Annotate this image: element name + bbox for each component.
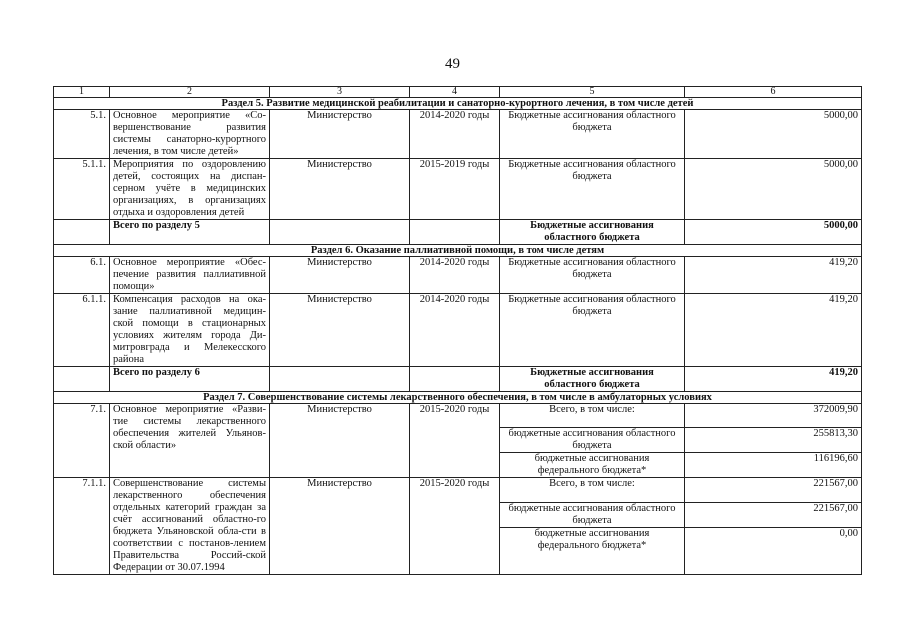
item-name: Основное мероприятие «Разви-тие системы лекарственного обеспечения жителей Ульянов-ской области» [110, 404, 270, 478]
item-funding-total-label: Всего, в том числе: [500, 404, 685, 428]
item-funding-source: Бюджетные ассигнования областного бюджета [500, 159, 685, 220]
section-total-row [54, 220, 862, 245]
item-amount: 419,20 [685, 294, 862, 367]
total-amount: 419,20 [685, 367, 862, 392]
section-6-header [54, 245, 862, 257]
section-7-header [54, 392, 862, 404]
column-number-row [54, 87, 862, 98]
item-amount-total: 221567,00 [685, 478, 862, 503]
item-number: 7.1. [54, 404, 110, 478]
item-funding-regional: бюджетные ассигнования областного бюджета [500, 503, 685, 528]
item-name: Мероприятия по оздоровлению детей, состоящих на диспан-серном учёте в медицинских организациях, в организациях отдыха и оздоровления детей [110, 159, 270, 220]
column-number: 6 [685, 87, 862, 98]
table-row [54, 404, 862, 428]
item-funding-federal: бюджетные ассигнования федерального бюджета* [500, 453, 685, 478]
column-number: 3 [270, 87, 410, 98]
item-funding-source: Бюджетные ассигнования областного бюджета [500, 294, 685, 367]
total-funding-source: Бюджетные ассигнования областного бюджета [500, 367, 685, 392]
item-name: Основное мероприятие «Со-вершенствование развития системы санаторно-курортного лечения, в том числе детей» [110, 110, 270, 159]
section-5-header [54, 98, 862, 110]
table-row [54, 257, 862, 294]
item-executor: Министерство [270, 294, 410, 367]
item-executor: Министерство [270, 478, 410, 575]
item-period: 2015-2020 годы [410, 478, 500, 575]
column-number: 2 [110, 87, 270, 98]
total-amount: 5000,00 [685, 220, 862, 245]
item-number: 7.1.1. [54, 478, 110, 575]
item-funding-total-label: Всего, в том числе: [500, 478, 685, 503]
item-period: 2015-2020 годы [410, 404, 500, 478]
item-amount-regional: 255813,30 [685, 428, 862, 453]
item-amount: 5000,00 [685, 159, 862, 220]
item-executor: Министерство [270, 159, 410, 220]
table-row [54, 159, 862, 220]
item-period: 2014-2020 годы [410, 110, 500, 159]
total-label: Всего по разделу 6 [110, 367, 270, 392]
item-name: Основное мероприятие «Обес-печение развития паллиативной помощи» [110, 257, 270, 294]
item-amount: 5000,00 [685, 110, 862, 159]
item-number: 6.1.1. [54, 294, 110, 367]
item-executor: Министерство [270, 257, 410, 294]
item-amount-total: 372009,90 [685, 404, 862, 428]
section-title: Раздел 6. Оказание паллиативной помощи, в том числе детям [54, 245, 862, 257]
table-row [54, 110, 862, 159]
section-title: Раздел 7. Совершенствование системы лекарственного обеспечения, в том числе в амбулаторных условиях [54, 392, 862, 404]
item-period: 2014-2020 годы [410, 294, 500, 367]
total-funding-source: Бюджетные ассигнования областного бюджета [500, 220, 685, 245]
item-period: 2014-2020 годы [410, 257, 500, 294]
page-number: 49 [445, 56, 460, 72]
item-number: 5.1.1. [54, 159, 110, 220]
item-amount-federal: 0,00 [685, 528, 862, 575]
item-funding-source: Бюджетные ассигнования областного бюджета [500, 257, 685, 294]
column-number: 5 [500, 87, 685, 98]
table-row [54, 478, 862, 503]
item-number: 5.1. [54, 110, 110, 159]
item-amount-regional: 221567,00 [685, 503, 862, 528]
column-number: 1 [54, 87, 110, 98]
total-label: Всего по разделу 5 [110, 220, 270, 245]
column-number: 4 [410, 87, 500, 98]
item-name: Компенсация расходов на ока-зание паллиативной медицин-ской помощи в стационарных условиях жителям города Ди-митровграда и Мелекесского района [110, 294, 270, 367]
item-amount-federal: 116196,60 [685, 453, 862, 478]
item-period: 2015-2019 годы [410, 159, 500, 220]
item-name: Совершенствование системы лекарственного обеспечения отдельных категорий граждан за счёт ассигнований областно-го бюджета Ульяновской обла-сти в соответствии с постанов-лением Правительства Россий-ской Федерации от 30.07.1994 [110, 478, 270, 575]
item-funding-source: Бюджетные ассигнования областного бюджета [500, 110, 685, 159]
item-funding-regional: бюджетные ассигнования областного бюджета [500, 428, 685, 453]
item-funding-federal: бюджетные ассигнования федерального бюджета* [500, 528, 685, 575]
section-total-row [54, 367, 862, 392]
section-title: Раздел 5. Развитие медицинской реабилитации и санаторно-курортного лечения, в том числе детей [54, 98, 862, 110]
item-number: 6.1. [54, 257, 110, 294]
item-amount: 419,20 [685, 257, 862, 294]
budget-table [53, 86, 862, 575]
item-executor: Министерство [270, 110, 410, 159]
table-row [54, 294, 862, 367]
item-executor: Министерство [270, 404, 410, 478]
